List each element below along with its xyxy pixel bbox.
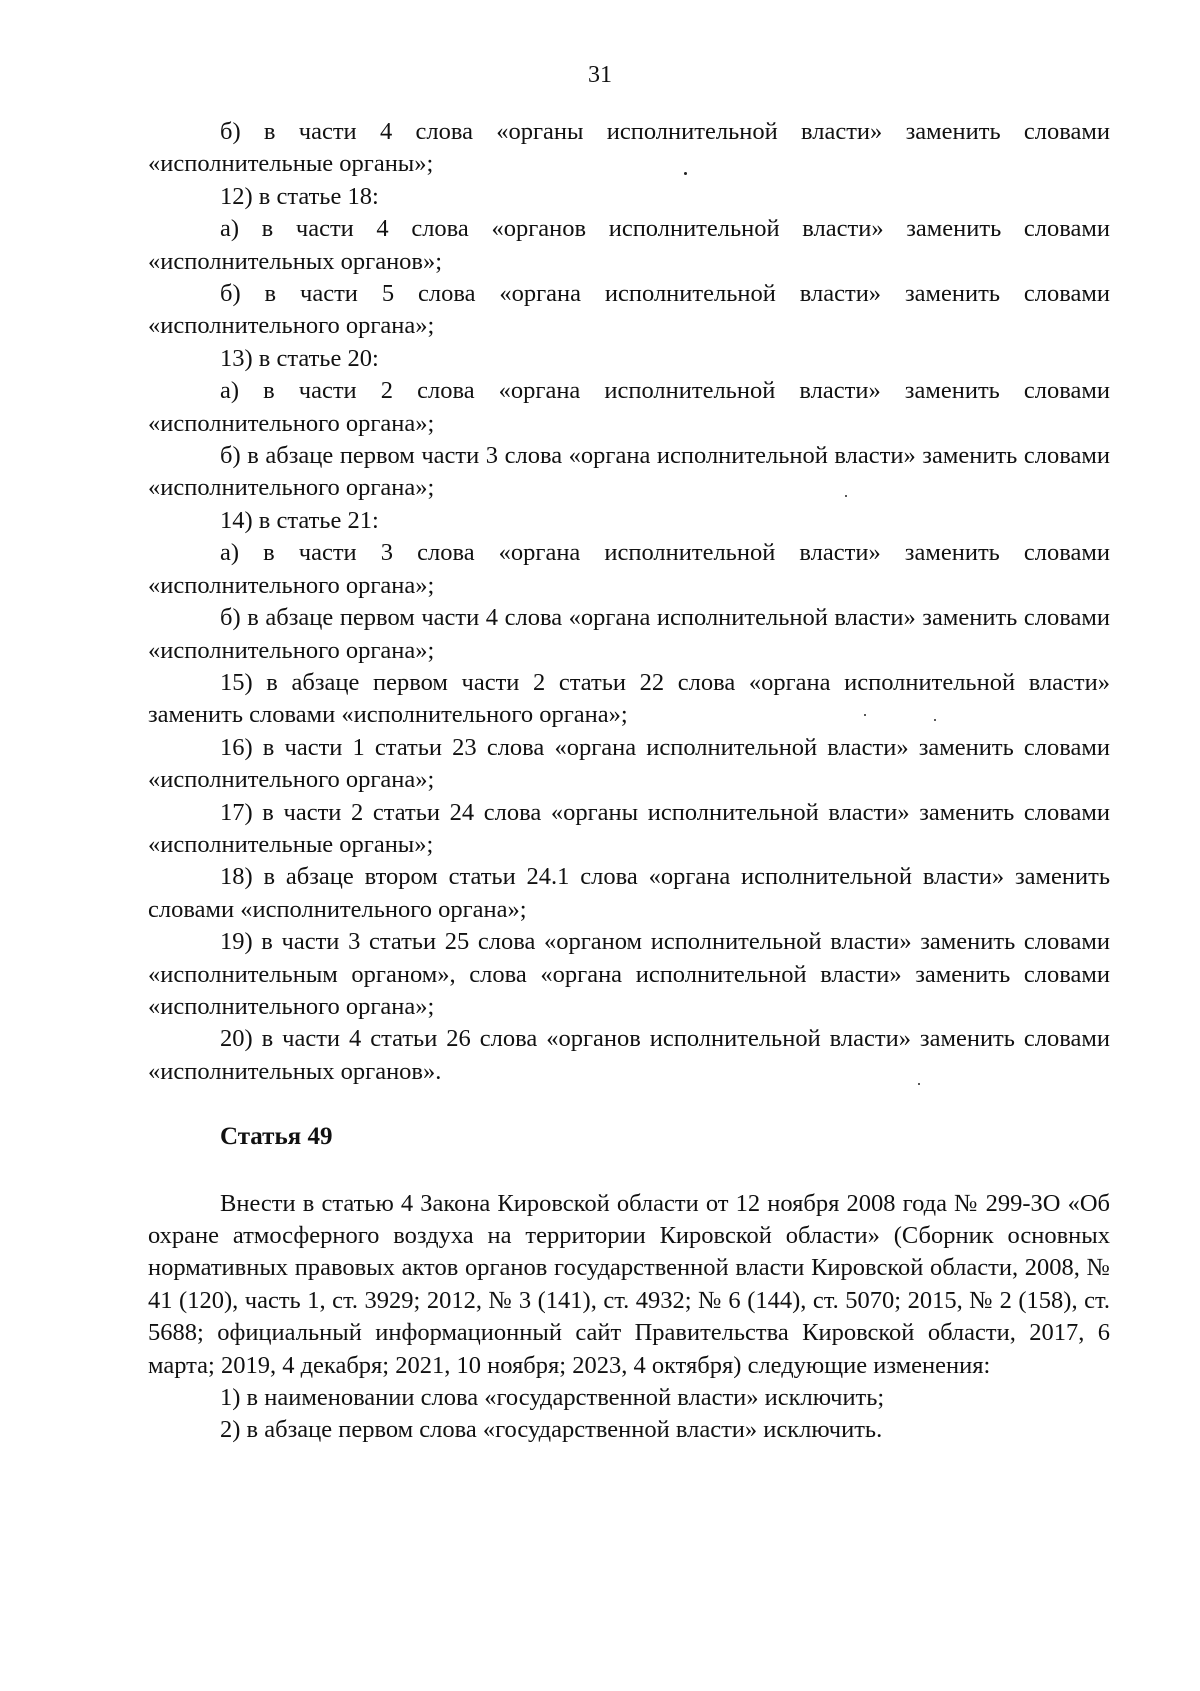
page-number: 31 <box>588 62 612 88</box>
amendment-paragraph: 2) в абзаце первом слова «государственной власти» исключить. <box>220 1416 883 1444</box>
amendment-paragraph: 20) в части 4 статьи 26 слова «органов исполнительной власти» заменить словами «исполнительных органов». <box>148 1025 1110 1085</box>
amendment-paragraph: 15) в абзаце первом части 2 статьи 22 слова «органа исполнительной власти» заменить словами «исполнительного органа»; <box>148 668 1110 729</box>
amendment-paragraph: 19) в части 3 статьи 25 слова «органом исполнительной власти» заменить словами «исполнительным органом», слова «органа исполнительной власти» заменить словами «исполнительного органа»; <box>148 928 1110 1020</box>
scan-speck <box>864 714 866 716</box>
scan-speck <box>934 719 936 721</box>
amendment-paragraph: б) в абзаце первом части 3 слова «органа исполнительной власти» заменить словами «исполнительного органа»; <box>148 442 1110 502</box>
amendment-paragraph: а) в части 4 слова «органов исполнительной власти» заменить словами «исполнительных органов»; <box>148 215 1110 275</box>
amendment-paragraph: б) в абзаце первом части 4 слова «органа исполнительной власти» заменить словами «исполнительного органа»; <box>148 604 1110 664</box>
amendment-paragraph: 18) в абзаце втором статьи 24.1 слова «органа исполнительной власти» заменить словами «исполнительного органа»; <box>148 863 1110 923</box>
amendment-paragraph: б) в части 5 слова «органа исполнительной власти» заменить словами «исполнительного органа»; <box>148 280 1110 340</box>
spacer <box>148 1154 1110 1188</box>
amendment-paragraph: 17) в части 2 статьи 24 слова «органы исполнительной власти» заменить словами «исполнительные органы»; <box>148 798 1110 858</box>
amendment-paragraph: 1) в наименовании слова «государственной власти» исключить; <box>220 1384 885 1412</box>
article-heading: Статья 49 <box>220 1123 333 1151</box>
amendment-paragraph: б) в части 4 слова «органы исполнительной власти» заменить словами «исполнительные органы»; <box>148 118 1110 178</box>
article-intro-paragraph: Внести в статью 4 Закона Кировской области от 12 ноября 2008 года № 299-ЗО «Об охране атмосферного воздуха на территории Кировской области» (Сборник основных нормативных правовых актов органов государственной власти Кировской области, 2008, № 41 (120), часть 1, ст. 3929; 2012, № 3 (141), ст. 4932; № 6 (144), ст. 5070; 2015, № 2 (158), ст. 5688; официальный информационный сайт Правительства Кировской области, 2017, 6 марта; 2019, 4 декабря; 2021, 10 ноября; 2023, 4 октября) следующие изменения: <box>148 1189 1110 1379</box>
scan-speck <box>845 495 847 497</box>
document-body <box>148 116 1110 1447</box>
scan-speck <box>684 172 687 175</box>
amendment-paragraph: 12) в статье 18: <box>220 182 379 210</box>
amendment-paragraph: 16) в части 1 статьи 23 слова «органа исполнительной власти» заменить словами «исполнительного органа»; <box>148 733 1110 794</box>
spacer <box>148 1088 1110 1121</box>
scan-speck <box>918 1083 920 1085</box>
amendment-paragraph: 13) в статье 20: <box>220 344 379 372</box>
amendment-paragraph: 14) в статье 21: <box>220 506 379 534</box>
amendment-paragraph: а) в части 2 слова «органа исполнительной власти» заменить словами «исполнительного органа»; <box>148 377 1110 437</box>
amendment-paragraph: а) в части 3 слова «органа исполнительной власти» заменить словами «исполнительного органа»; <box>148 539 1110 599</box>
